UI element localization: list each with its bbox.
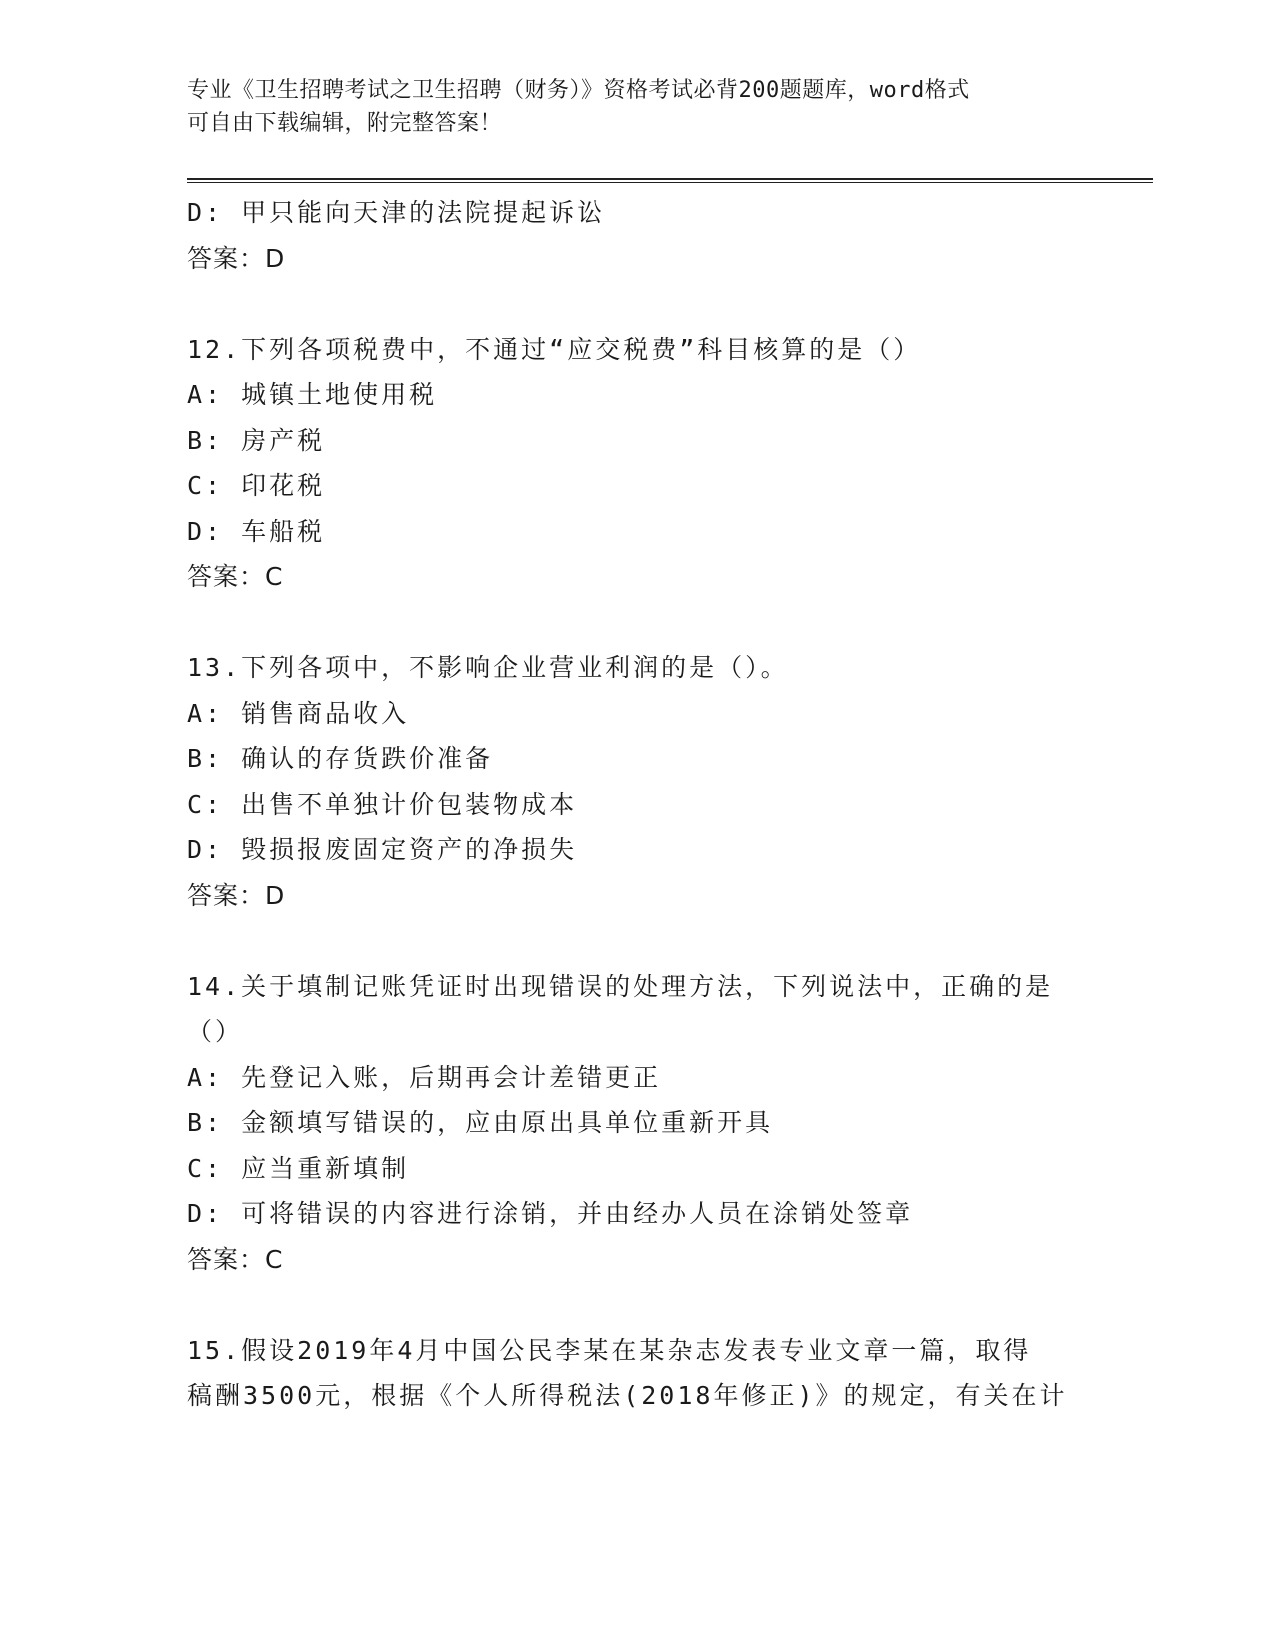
option-d: D: 毁损报废固定资产的净损失 [187, 835, 578, 864]
option-c: C: 出售不单独计价包装物成本 [187, 789, 578, 819]
question-15 [187, 1328, 1087, 1419]
header-title-line-1: 专业《卫生招聘考试之卫生招聘（财务）》资格考试必背200题题库，word格式 [187, 78, 970, 103]
answer-label: 答案：C [187, 1244, 284, 1274]
option-b: B: 金额填写错误的，应由原出具单位重新开具 [187, 1108, 774, 1137]
question-text: 12.下列各项税费中，不通过“应交税费”科目核算的是（） [187, 334, 922, 364]
option-a: A: 销售商品收入 [187, 698, 410, 728]
question-text-line-1: 14.关于填制记账凭证时出现错误的处理方法，下列说法中，正确的是 [187, 971, 1054, 1001]
answer-label: 答案：D [187, 880, 286, 910]
option-a: A: 城镇土地使用税 [187, 380, 438, 409]
answer-label: 答案：D [187, 243, 286, 273]
question-list [187, 190, 1087, 1419]
question-text-line-2: 稿酬3500元，根据《个人所得税法(2018年修正)》的规定，有关在计 [187, 1381, 1068, 1410]
answer-label: 答案：C [187, 562, 284, 591]
option-d: D: 可将错误的内容进行涂销，并由经办人员在涂销处签章 [187, 1199, 914, 1228]
document-header [187, 74, 1067, 140]
question-text: 13.下列各项中，不影响企业营业利润的是（）。 [187, 653, 789, 682]
option-b: B: 房产税 [187, 425, 326, 455]
header-divider-thick [187, 178, 1153, 180]
question-text-line-2: （） [187, 1017, 244, 1046]
spacer [187, 600, 1087, 646]
option-a: A: 先登记入账，后期再会计差错更正 [187, 1062, 662, 1092]
header-divider-thin [187, 182, 1153, 183]
question-11-tail [187, 190, 1087, 281]
question-text-line-1: 15.假设2019年4月中国公民李某在某杂志发表专业文章一篇，取得 [187, 1335, 1032, 1365]
question-14 [187, 964, 1087, 1283]
spacer [187, 1282, 1087, 1328]
spacer [187, 918, 1087, 964]
option-c: C: 印花税 [187, 471, 326, 500]
option-d: D: 车船税 [187, 516, 326, 546]
option-c: C: 应当重新填制 [187, 1153, 410, 1183]
spacer [187, 281, 1087, 327]
option-b: B: 确认的存货跌价准备 [187, 744, 494, 773]
option-d: D: 甲只能向天津的法院提起诉讼 [187, 198, 606, 227]
header-title-line-2: 可自由下载编辑，附完整答案！ [187, 111, 503, 136]
question-13 [187, 645, 1087, 918]
question-12 [187, 327, 1087, 600]
